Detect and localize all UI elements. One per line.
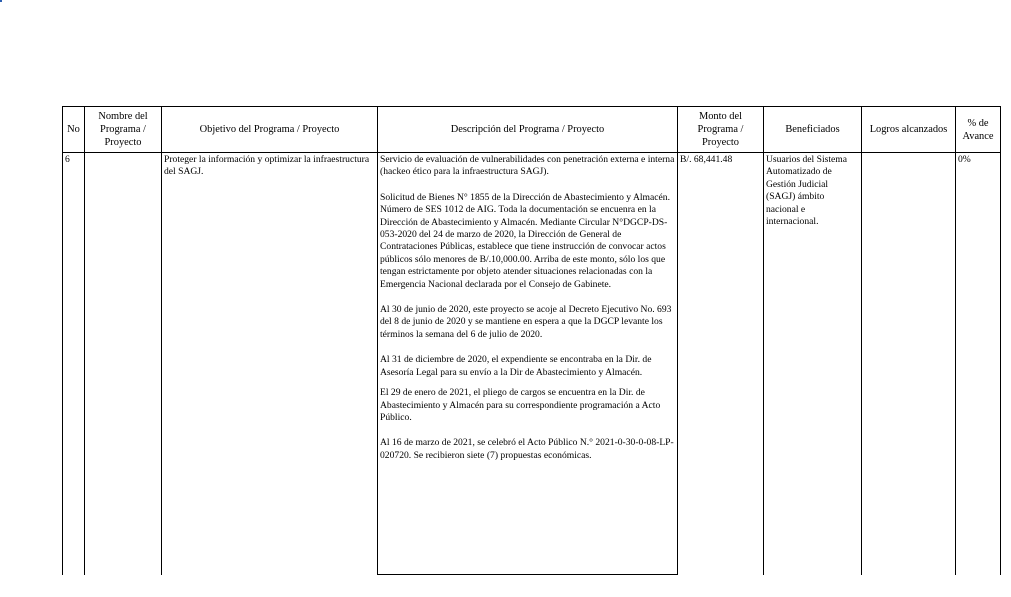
header-no: No: [63, 107, 85, 153]
header-beneficiados: Beneficiados: [764, 107, 862, 153]
header-monto: Monto del Programa / Proyecto: [678, 107, 764, 153]
description-paragraph: Solicitud de Bienes N° 1855 de la Dirección de Abastecimiento y Almacén. Número de SES 1012 de AIG. Toda la documentación se encuenra en la Dirección de Abastecimiento y Almacén. Mediante Circular N°DGCP-DS-053-2020 del 24 de marzo de 2020, la Dirección de General de Contrataciones Públicas, establece que tiene instrucción de convocar actos públicos sólo menores de B/.10,000.00. Arriba de este monto, sólo los que tengan estrictamente por objeto atender situaciones relacionadas con la Emergencia Nacional declarada por el Consejo de Gabinete.: [380, 191, 670, 290]
description-paragraph: Al 16 de marzo de 2021, se celebró el Acto Público N.° 2021-0-30-0-08-LP-020720. Se recibieron siete (7) propuestas económicas.: [380, 437, 674, 461]
description-paragraph: El 29 de enero de 2021, el pliego de cargos se encuentra en la Dir. de Abastecimiento y Almacén para su correspondiente programación a Acto Público.: [380, 387, 661, 423]
cell-no: 6: [63, 153, 85, 575]
programs-table: [62, 106, 1001, 575]
header-nombre: Nombre del Programa / Proyecto: [85, 107, 162, 153]
header-descripcion: Descripción del Programa / Proyecto: [378, 107, 678, 153]
table-header-row: [63, 107, 1001, 153]
header-logros: Logros alcanzados: [862, 107, 956, 153]
cell-objetivo: Proteger la información y optimizar la infraestructura del SAGJ.: [162, 153, 378, 575]
cell-logros: [862, 153, 956, 575]
description-paragraph: Servicio de evaluación de vulnerabilidades con penetración externa e interna (hackeo ético para la infraestructura SAGJ).: [380, 154, 675, 178]
cell-nombre: [85, 153, 162, 575]
table-row: [63, 153, 1001, 575]
cell-descripcion: [378, 153, 678, 575]
corner-marker: [0, 0, 2, 2]
description-paragraph: Al 30 de junio de 2020, este proyecto se acoje al Decreto Ejecutivo No. 693 del 8 de junio de 2020 y se mantiene en espera a que la DGCP levante los términos la semana del 6 de julio de 2020.: [380, 304, 672, 340]
cell-monto: B/. 68,441.48: [678, 153, 764, 575]
cell-avance: 0%: [956, 153, 1001, 575]
description-paragraph: Al 31 de diciembre de 2020, el expendiente se encontraba en la Dir. de Asesoría Legal para su envío a la Dir de Abastecimiento y Almacén.: [380, 354, 652, 378]
header-avance: % de Avance: [956, 107, 1001, 153]
cell-beneficiados: Usuarios del Sistema Automatizado de Gestión Judicial (SAGJ) ámbito nacional e internacional.: [764, 153, 862, 575]
header-objetivo: Objetivo del Programa / Proyecto: [162, 107, 378, 153]
